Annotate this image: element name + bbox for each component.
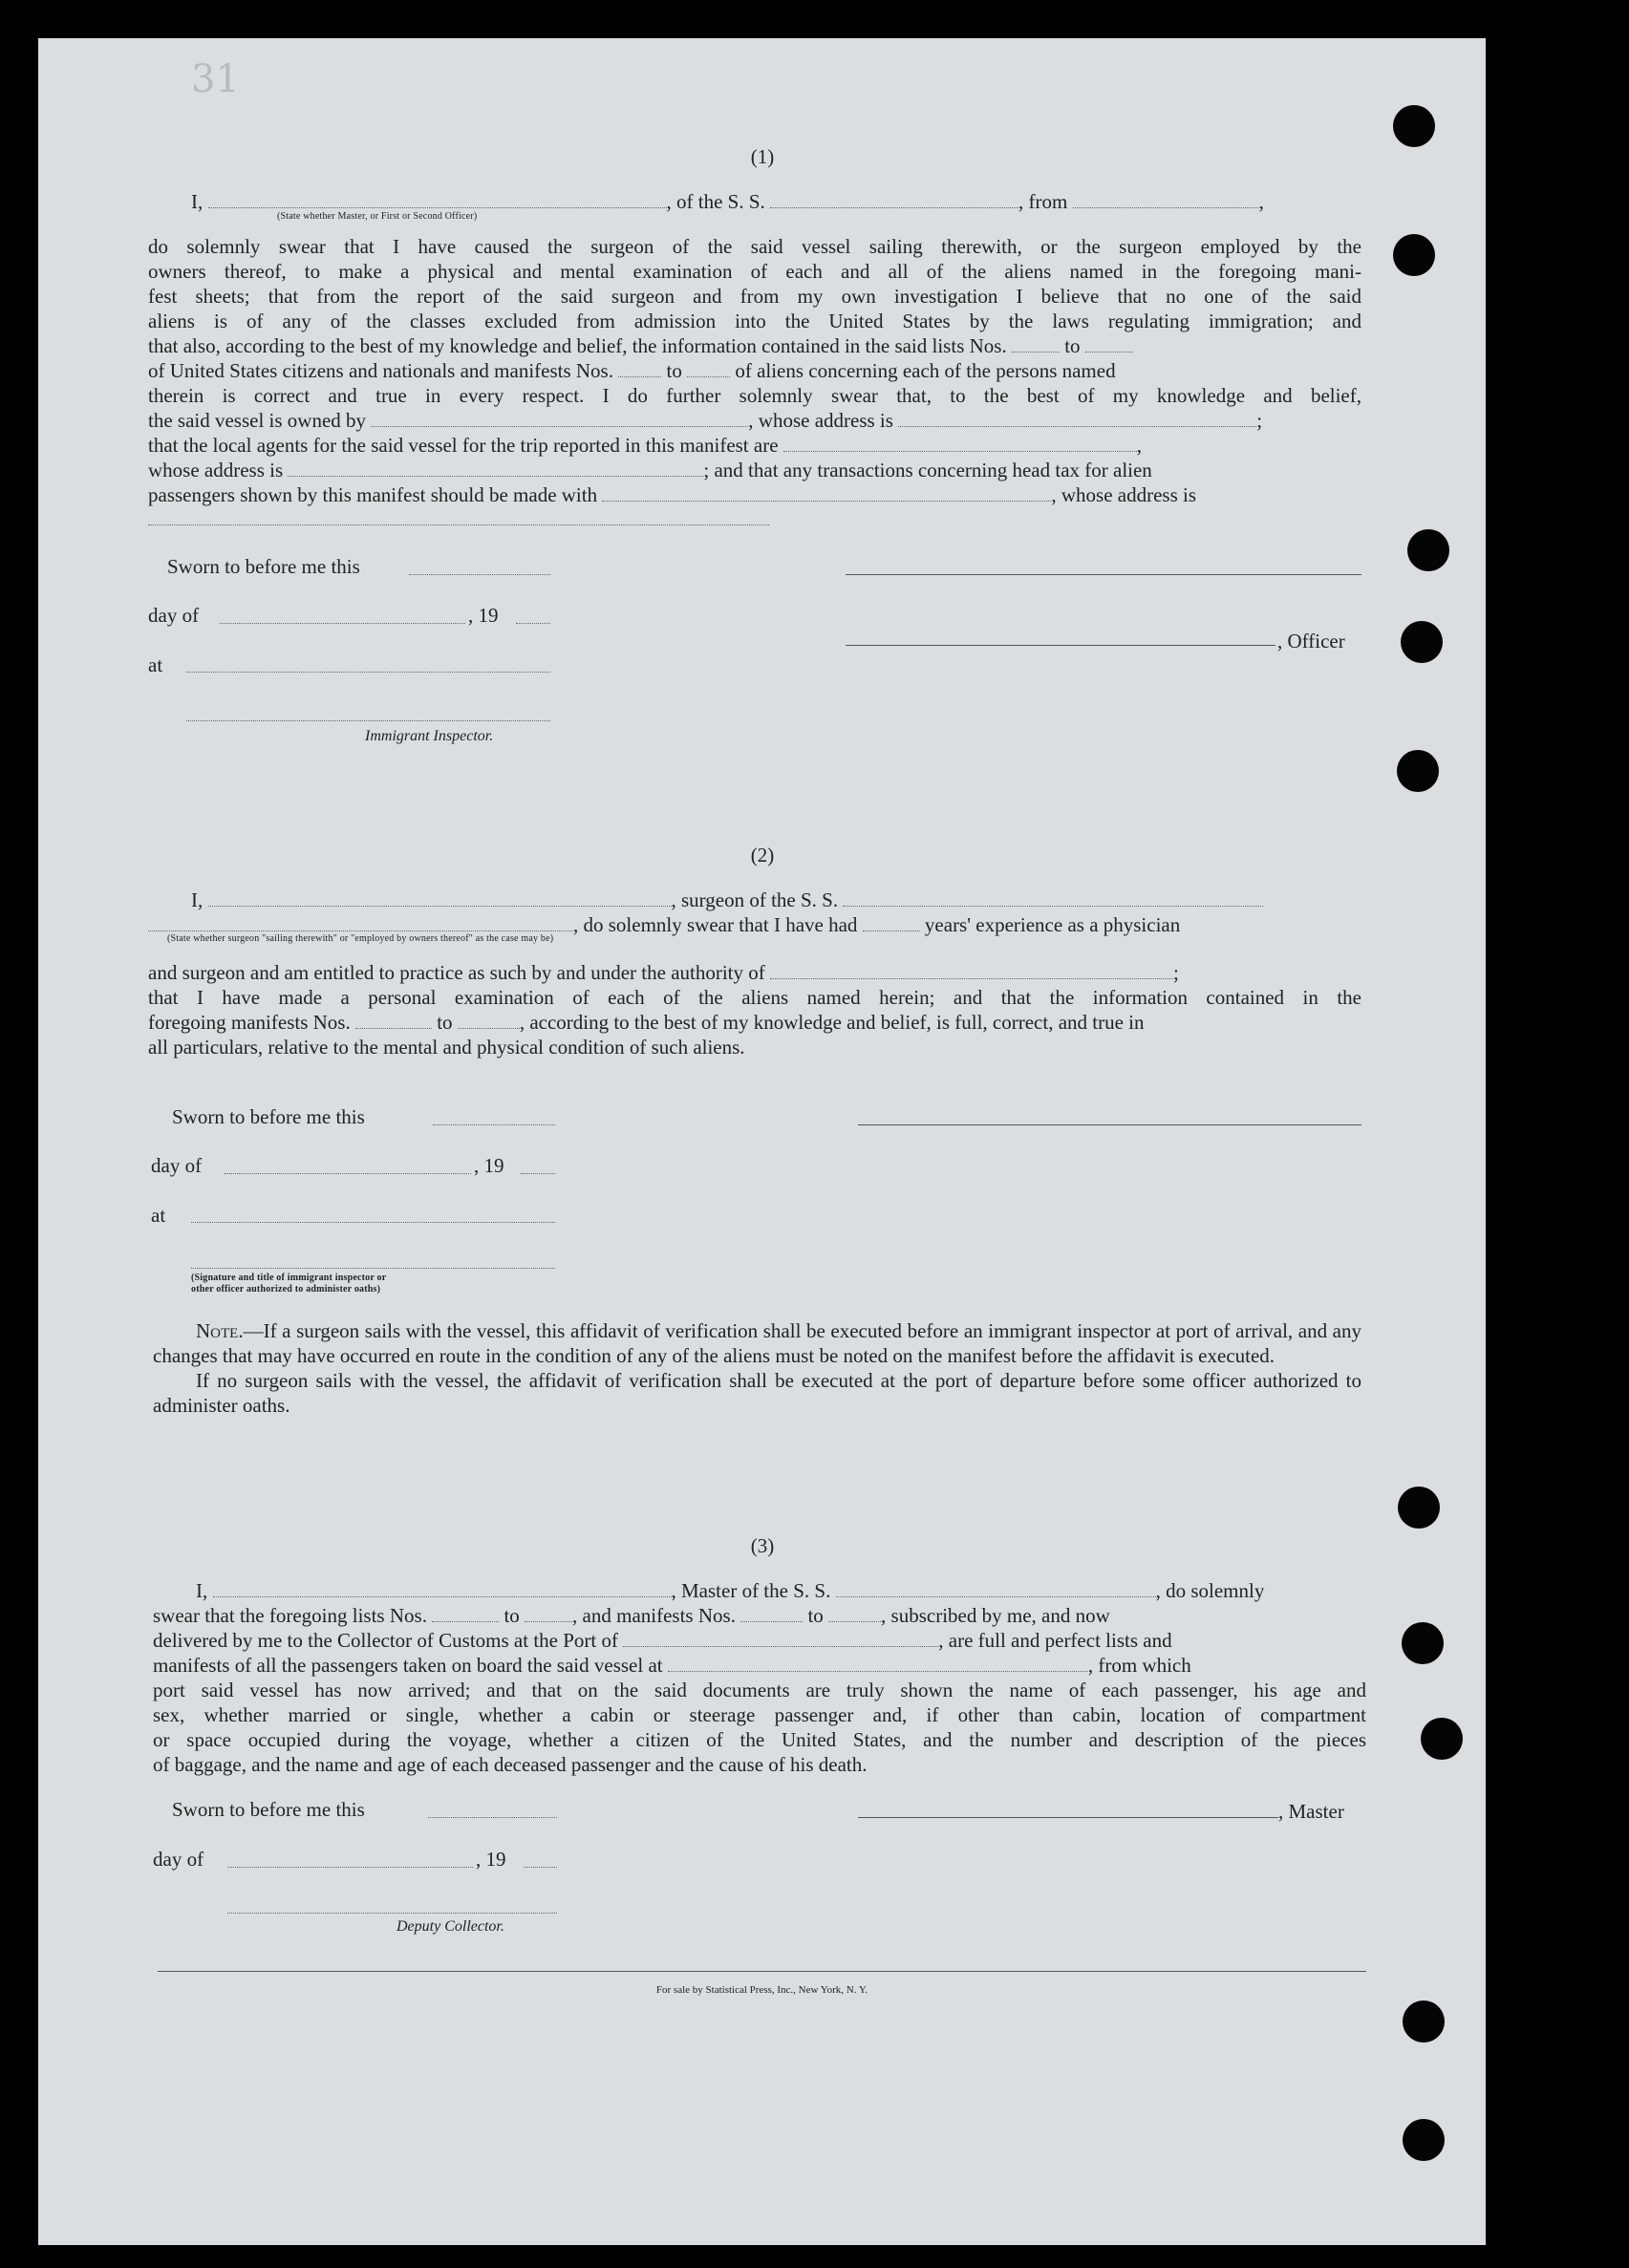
master3-vessel-field[interactable] — [836, 1583, 1156, 1597]
section-3-body-2: sex, whether married or single, whether a cabin or steerage passenger and, if other than cabin, location of compartment — [153, 1703, 1366, 1726]
punch-hole — [1403, 2119, 1445, 2161]
collector-signature-line[interactable] — [227, 1913, 557, 1914]
section-3-body-4: of baggage, and the name and age of each deceased passenger and the cause of his death. — [153, 1753, 868, 1776]
at-label-1: at — [148, 653, 163, 676]
surgeon-vessel-field[interactable] — [843, 892, 1263, 907]
officer-label: , Officer — [1277, 630, 1345, 653]
section-2-line-1: I, , surgeon of the S. S. — [191, 888, 1366, 912]
section-1-body-3: fest sheets; that from the report of the said surgeon and from my own investigation I believe that no one of the said — [148, 285, 1361, 308]
section-2-relative-line: all particulars, relative to the mental and physical condition of such aliens. — [148, 1036, 745, 1059]
inspector-label: Immigrant Inspector. — [365, 728, 494, 744]
head-tax-address-field[interactable] — [148, 524, 769, 525]
section-3-delivered-line: delivered by me to the Collector of Customs at the Port of , are full and perfect lists and — [153, 1629, 1172, 1652]
vessel-name-field[interactable] — [770, 194, 1018, 208]
note-paragraph-1: Note.—If a surgeon sails with the vessel, this affidavit of verification shall be executed before an immigrant inspector at port of arrival, and any changes that may have occurred en route in the condition of any of the aliens must be noted on the manifest before the affidavit is executed. — [153, 1319, 1361, 1367]
section-1-owned-line: the said vessel is owned by , whose address is ; — [148, 409, 1263, 432]
section-3-body-1: port said vessel has now arrived; and that on the said documents are truly shown the name of each passenger, his age and — [153, 1679, 1366, 1701]
punch-hole — [1398, 1487, 1440, 1529]
year-label-1: , 19 — [468, 604, 499, 627]
printer-credit: For sale by Statistical Press, Inc., New York, N. Y. — [655, 1984, 868, 1996]
master3-name-field[interactable] — [213, 1583, 672, 1597]
section-1-body-1: do solemnly swear that I have caused the surgeon of the said vessel sailing therewith, or the surgeon employed by the — [148, 235, 1361, 258]
sworn-day-field-2[interactable] — [433, 1124, 555, 1125]
section-1-correct-line: therein is correct and true in every respect. I do further solemnly swear that, to the best of my knowledge and belief, — [148, 384, 1361, 407]
officer-note: (State whether Master, or First or Second Officer) — [277, 211, 478, 222]
surgeon-note: (State whether surgeon "sailing therewith" or "employed by owners thereof" as the case may be) — [167, 933, 554, 944]
authority-field[interactable] — [770, 965, 1173, 979]
punch-hole — [1403, 2001, 1445, 2043]
lists-from-field[interactable] — [1012, 338, 1060, 353]
year-field-1[interactable] — [516, 623, 550, 624]
at-field-2[interactable] — [191, 1222, 555, 1223]
punch-hole — [1393, 105, 1435, 147]
inspector-signature-line[interactable] — [186, 720, 550, 721]
section-1-number: (1) — [750, 145, 775, 168]
margin-mark: 31 — [191, 57, 240, 101]
sig-note-2: other officer authorized to administer oaths) — [191, 1284, 381, 1294]
section-3-swear-line: swear that the foregoing lists Nos. to , and manifests Nos. to , subscribed by me, and now — [153, 1604, 1110, 1627]
m3-lists-to-field[interactable] — [525, 1608, 572, 1622]
section-2-exam-line: that I have made a personal examination of each of the aliens named herein; and that the information contained in the — [148, 986, 1361, 1009]
punch-hole — [1402, 1622, 1444, 1664]
at-label-2: at — [151, 1204, 166, 1227]
note-block — [153, 1318, 1361, 1418]
surgeon-name-field[interactable] — [208, 892, 672, 907]
surgeon-manifests-from-field[interactable] — [355, 1015, 432, 1029]
section-2-manifests-line: foregoing manifests Nos. to , according to the best of my knowledge and belief, is full, correct, and true in — [148, 1011, 1145, 1034]
oath-officer-signature-line[interactable] — [191, 1268, 555, 1269]
section-1-passengers-line: passengers shown by this manifest should be made with , whose address is — [148, 483, 1197, 506]
section-1-body-4: aliens is of any of the classes excluded from admission into the United States by the laws regulating immigration; and — [148, 310, 1361, 332]
sworn-label-3: Sworn to before me this — [172, 1798, 365, 1821]
owner-address-field[interactable] — [898, 413, 1256, 427]
from-port-field[interactable] — [1073, 194, 1259, 208]
sworn-day-field-1[interactable] — [409, 574, 550, 575]
section-2-number: (2) — [750, 844, 775, 867]
day-of-field-3[interactable] — [227, 1867, 473, 1868]
section-1-lists-line: that also, according to the best of my knowledge and belief, the information contained in the said lists Nos. to — [148, 333, 1361, 358]
section-1-manifests-line: of United States citizens and nationals and manifests Nos. to of aliens concerning each of the persons named — [148, 359, 1116, 382]
master-label: , Master — [1278, 1800, 1344, 1823]
section-2-line-2: , do solemnly swear that I have had years' experience as a physician — [148, 912, 1361, 937]
punch-hole — [1397, 750, 1439, 792]
at-field-1[interactable] — [186, 672, 550, 673]
section-3-board-line: manifests of all the passengers taken on board the said vessel at , from which — [153, 1654, 1191, 1677]
note-lead: Note. — [196, 1319, 244, 1342]
boarding-port-field[interactable] — [668, 1658, 1088, 1672]
master-name-field[interactable] — [208, 194, 667, 208]
year-field-2[interactable] — [521, 1173, 555, 1174]
day-of-label-3: day of — [153, 1848, 204, 1871]
day-of-field-2[interactable] — [225, 1173, 471, 1174]
lists-to-field[interactable] — [1085, 338, 1133, 353]
m3-manifests-from-field[interactable] — [740, 1608, 803, 1622]
year-label-2: , 19 — [474, 1154, 504, 1177]
m3-manifests-to-field[interactable] — [828, 1608, 881, 1622]
officer-signature-top-line[interactable] — [846, 574, 1361, 575]
section-1-body-2: owners thereof, to make a physical and mental examination of each and all of the aliens named in the foregoing mani- — [148, 260, 1361, 283]
section-3-body-3: or space occupied during the voyage, whether a citizen of the United States, and the number and description of the pieces — [153, 1728, 1366, 1751]
punch-hole — [1407, 529, 1449, 571]
surgeon-status-field[interactable] — [148, 917, 573, 931]
owner-field[interactable] — [371, 413, 748, 427]
form-page — [38, 38, 1486, 2245]
officer-signature-line[interactable] — [846, 645, 1275, 646]
sworn-label-2: Sworn to before me this — [172, 1105, 365, 1128]
year-field-3[interactable] — [524, 1867, 557, 1868]
section-1-line-1: I, , of the S. S. , from , — [191, 190, 1264, 213]
section-3-number: (3) — [750, 1534, 775, 1557]
master-signature-line[interactable] — [858, 1817, 1278, 1818]
section-1-whose-line: whose address is ; and that any transactions concerning head tax for alien — [148, 459, 1152, 481]
section-2-authority-line: and surgeon and am entitled to practice as such by and under the authority of ; — [148, 961, 1179, 984]
note-paragraph-2: If no surgeon sails with the vessel, the affidavit of verification shall be executed at the port of departure before some officer authorized to administer oaths. — [153, 1369, 1361, 1417]
manifests-from-field[interactable] — [618, 363, 661, 377]
collector-label: Deputy Collector. — [397, 1918, 504, 1935]
punch-hole — [1393, 234, 1435, 276]
section-3-line-1: I, , Master of the S. S. , do solemnly — [196, 1579, 1265, 1602]
sig-note-1: (Signature and title of immigrant inspector or — [191, 1273, 387, 1283]
agents-field[interactable] — [783, 438, 1137, 452]
day-of-label-1: day of — [148, 604, 200, 627]
day-of-field-1[interactable] — [220, 623, 465, 624]
agents-address-field[interactable] — [288, 462, 703, 477]
head-tax-party-field[interactable] — [602, 487, 1051, 502]
sworn-label-1: Sworn to before me this — [167, 555, 360, 578]
punch-hole — [1421, 1718, 1463, 1760]
year-label-3: , 19 — [476, 1848, 506, 1871]
punch-hole — [1401, 621, 1443, 663]
port-field[interactable] — [623, 1633, 938, 1647]
sworn-day-field-3[interactable] — [428, 1817, 557, 1818]
section-1-agents-line: that the local agents for the said vessel for the trip reported in this manifest are , — [148, 434, 1143, 457]
surgeon-signature-line[interactable] — [858, 1124, 1361, 1125]
day-of-label-2: day of — [151, 1154, 203, 1177]
m3-lists-from-field[interactable] — [432, 1608, 499, 1622]
footer-rule — [158, 1971, 1366, 1972]
manifests-to-field[interactable] — [687, 363, 730, 377]
surgeon-manifests-to-field[interactable] — [458, 1015, 520, 1029]
years-experience-field[interactable] — [863, 917, 920, 931]
